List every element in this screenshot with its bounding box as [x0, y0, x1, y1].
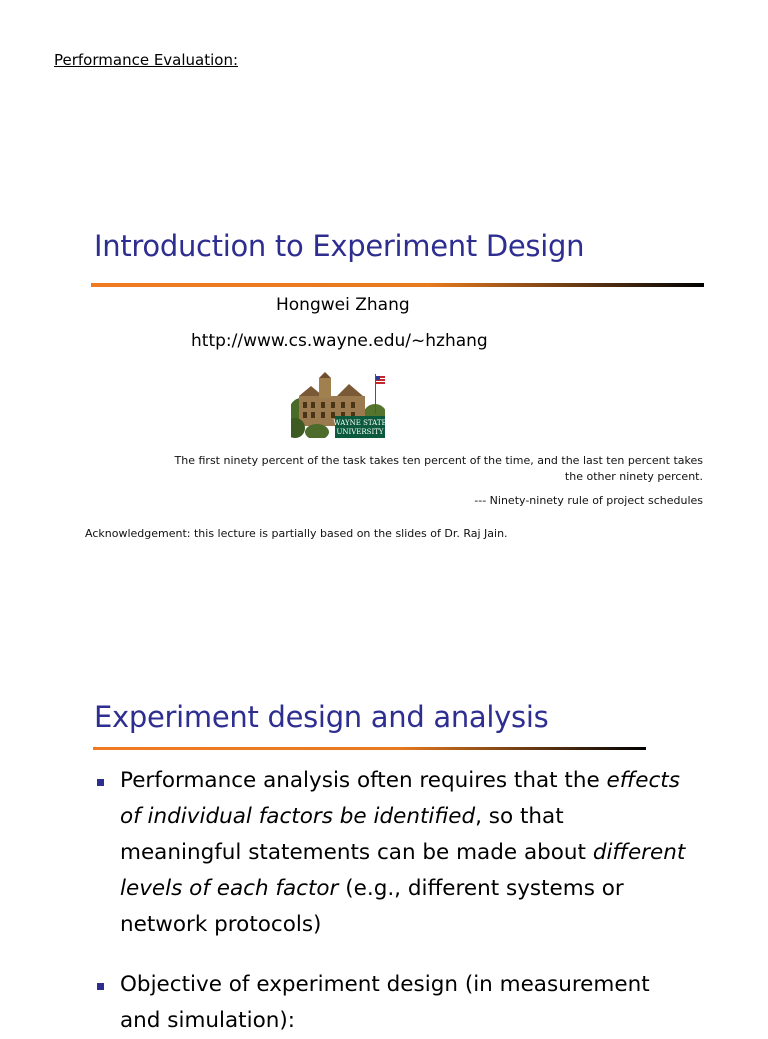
- bullet1-part3: (e.g., different systems or network protocols): [120, 876, 624, 937]
- building-image-icon: [291, 372, 385, 438]
- logo-text-line1: WAYNE STATE: [333, 419, 385, 427]
- acknowledgement: Acknowledgement: this lecture is partially based on the slides of Dr. Raj Jain.: [85, 527, 508, 540]
- slide-title-intro: Introduction to Experiment Design: [94, 229, 585, 263]
- university-logo: [291, 372, 385, 438]
- bullet1-emphasis1: effects of individual factors be identified: [120, 768, 680, 829]
- header-label: Performance Evaluation:: [54, 51, 239, 69]
- quote-text: [150, 453, 703, 485]
- bullet-square-icon: [97, 983, 104, 990]
- title-divider: [93, 747, 646, 750]
- logo-text-line2: UNIVERSITY: [336, 428, 384, 436]
- author-name: Hongwei Zhang: [276, 295, 410, 315]
- bullet1-emphasis2: different levels of each factor: [120, 840, 686, 901]
- bullet-text-1: [120, 763, 690, 943]
- bullet1-part2: , so that meaningful statements can be made about: [120, 804, 593, 865]
- slide-title-design: Experiment design and analysis: [94, 700, 549, 734]
- quote-line-1: The first ninety percent of the task takes ten percent of the time, and the last ten percent takes: [174, 454, 703, 467]
- bullet1-part1: Performance analysis often requires that the: [120, 768, 607, 793]
- bullet-square-icon: [97, 779, 104, 786]
- quote-line-2: the other ninety percent.: [564, 470, 703, 483]
- bullet-text-2: Objective of experiment design (in measurement and simulation):: [120, 972, 650, 1033]
- quote-source: --- Ninety-ninety rule of project schedules: [474, 494, 703, 507]
- title-divider: [91, 283, 704, 287]
- author-url: http://www.cs.wayne.edu/~hzhang: [191, 331, 488, 351]
